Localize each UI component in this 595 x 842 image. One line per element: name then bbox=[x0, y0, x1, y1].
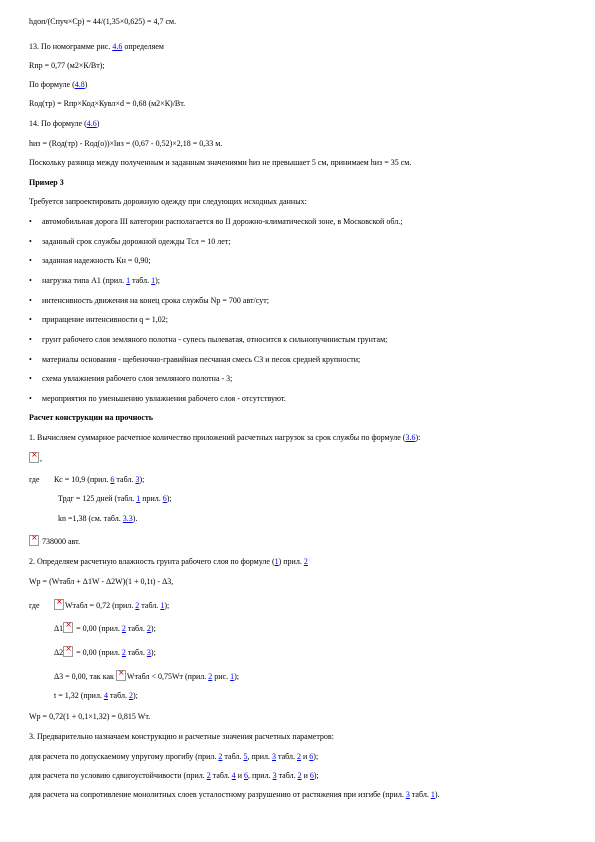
list-item: • схема увлажнения рабочего слоя земляного полотна - 3; bbox=[29, 374, 232, 384]
link-formula[interactable]: 4.6 bbox=[86, 119, 97, 128]
link-pril[interactable]: 3 bbox=[272, 752, 276, 761]
link-pril[interactable]: 3 bbox=[405, 790, 410, 799]
link-tabl[interactable]: 1 bbox=[160, 601, 165, 610]
link-tabl[interactable]: 1 bbox=[136, 494, 141, 503]
paragraph: 1. Вычисляем суммарное расчетное количество приложений расчетных нагрузок за срок службы по формуле (3.6): bbox=[29, 433, 421, 442]
paragraph: 13. По номограмме рис. 4.6 определяем bbox=[29, 42, 164, 51]
image-line: ×, bbox=[29, 452, 42, 462]
section-heading: Пример 3 bbox=[29, 178, 64, 187]
link-pril[interactable]: 1 bbox=[126, 276, 131, 285]
list-item: • заданный срок службы дорожной одежды Тсл = 10 лет; bbox=[29, 237, 231, 247]
link-formula[interactable]: 3.6 bbox=[405, 433, 416, 442]
list-item: • автомобильная дорога III категории располагается во II дорожно-климатической зоне, в Московской обл.; bbox=[29, 217, 402, 227]
formula-line: hдоп/(Спуч×Ср) = 44/(1,35×0,625) = 4,7 см. bbox=[29, 17, 177, 26]
link-tabl[interactable]: 6 bbox=[309, 752, 314, 761]
result-line: × 738000 авт. bbox=[29, 535, 80, 545]
link-pril[interactable]: 2 bbox=[121, 648, 126, 657]
list-item: • заданная надежность Кн = 0,90; bbox=[29, 256, 151, 266]
link-pril[interactable]: 2 bbox=[208, 672, 213, 681]
formula-line: Wp = 0,72(1 + 0,1×1,32) = 0,815 Wт. bbox=[29, 712, 151, 721]
formula-line: t = 1,32 (прил. 4 табл. 2); bbox=[54, 691, 138, 700]
formula-line: kn =1,38 (см. табл. 3.3). bbox=[58, 514, 138, 523]
link-tabl[interactable]: 2 bbox=[297, 752, 302, 761]
paragraph: Поскольку разница между полученным и заданным значениями hиз не превышает 5 см, принимаем hиз = 35 см. bbox=[29, 158, 412, 167]
label-gde: где bbox=[29, 601, 40, 610]
list-item: • грунт рабочего слоя земляного полотна - супесь пылеватая, относится к сильнопучинистым грунтам; bbox=[29, 335, 387, 345]
link-tabl[interactable]: 2 bbox=[297, 771, 302, 780]
formula-line: Δ2× = 0,00 (прил. 2 табл. 3); bbox=[54, 646, 156, 656]
list-item: • материалы основания - щебеночно-гравийная песчаная смесь С3 и песок средней крупности; bbox=[29, 355, 360, 365]
broken-image-icon bbox=[29, 535, 39, 546]
link-tabl[interactable]: 4 bbox=[231, 771, 236, 780]
list-item: • интенсивность движения на конец срока службы Np = 700 авт/сут; bbox=[29, 296, 269, 306]
broken-image-icon bbox=[63, 622, 73, 633]
link-pril[interactable]: 2 bbox=[121, 624, 126, 633]
paragraph: 2. Определяем расчетную влажность грунта рабочего слоя по формуле (1) прил. 2 bbox=[29, 557, 308, 566]
formula-line: Rпр = 0,77 (м2×К/Вт); bbox=[29, 61, 105, 70]
formula-line: hиз = (Rод(тр) - Rод(о))×lиз = (0,67 - 0,52)×2,18 = 0,33 м. bbox=[29, 139, 223, 148]
formula-line: Трдг = 125 дней (табл. 1 прил. 6); bbox=[58, 494, 172, 503]
link-tabl[interactable]: 6 bbox=[244, 771, 249, 780]
link-ris[interactable]: 4.6 bbox=[112, 42, 123, 51]
link-formula[interactable]: 4.8 bbox=[74, 80, 85, 89]
paragraph: 14. По формуле (4.6) bbox=[29, 119, 100, 128]
link-tabl[interactable]: 6 bbox=[309, 771, 314, 780]
broken-image-icon bbox=[54, 599, 64, 610]
paragraph: для расчета на сопротивление монолитных слоев усталостному разрушению от растяжения при изгибе (прил. 3 табл. 1). bbox=[29, 790, 440, 799]
broken-image-icon bbox=[63, 646, 73, 657]
section-heading: Расчет конструкции на прочность bbox=[29, 413, 154, 422]
link-pril[interactable]: 2 bbox=[206, 771, 211, 780]
link-tabl[interactable]: 2 bbox=[146, 624, 151, 633]
link-pril[interactable]: 2 bbox=[218, 752, 223, 761]
link-tabl[interactable]: 3 bbox=[146, 648, 151, 657]
link-formula[interactable]: 1 bbox=[274, 557, 279, 566]
formula-line: × Wтабл = 0,72 (прил. 2 табл. 1); bbox=[54, 599, 169, 609]
link-pril[interactable]: 6 bbox=[162, 494, 167, 503]
link-tabl[interactable]: 3 bbox=[135, 475, 140, 484]
formula-line: Δ3 = 0,00, так как ×Wтабл < 0,75Wт (прил. 2 рис. 1); bbox=[54, 670, 239, 680]
link-pril[interactable]: 3 bbox=[272, 771, 277, 780]
link-pril[interactable]: 2 bbox=[128, 691, 133, 700]
paragraph: для расчета по допускаемому упругому прогибу (прил. 2 табл. 5, прил. 3 табл. 2 и 6); bbox=[29, 752, 319, 761]
list-item: • приращение интенсивности q = 1,02; bbox=[29, 315, 168, 325]
link-tabl[interactable]: 1 bbox=[151, 276, 156, 285]
list-item: • нагрузка типа А1 (прил. 1 табл. 1); bbox=[29, 276, 160, 286]
link-tabl[interactable]: 5 bbox=[243, 752, 248, 761]
link-pril[interactable]: 2 bbox=[303, 557, 308, 566]
list-item: • мероприятия по уменьшению увлажнения рабочего слоя - отсутствуют. bbox=[29, 394, 286, 404]
link-pril[interactable]: 6 bbox=[110, 475, 115, 484]
formula-line: Δ1× = 0,00 (прил. 2 табл. 2); bbox=[54, 622, 156, 632]
link-pril[interactable]: 2 bbox=[135, 601, 140, 610]
formula-line: Rод(тр) = Rпр×Код×Кувл×d = 0,68 (м2×К)/Вт. bbox=[29, 99, 186, 108]
link-ris[interactable]: 1 bbox=[230, 672, 235, 681]
paragraph: для расчета по условию сдвигоустойчивости (прил. 2 табл. 4 и 6, прил. 3 табл. 2 и 6); bbox=[29, 771, 319, 780]
paragraph: 3. Предварительно назначаем конструкцию и расчетные значения расчетных параметров: bbox=[29, 732, 334, 741]
link-tabl[interactable]: 4 bbox=[103, 691, 108, 700]
paragraph: Требуется запроектировать дорожную одежду при следующих исходных данных: bbox=[29, 197, 307, 206]
formula-line: Кс = 10,9 (прил. 6 табл. 3); bbox=[54, 475, 145, 484]
link-tabl[interactable]: 1 bbox=[430, 790, 435, 799]
broken-image-icon bbox=[29, 452, 39, 463]
paragraph: По формуле (4.8) bbox=[29, 80, 88, 89]
link-tabl[interactable]: 3.3 bbox=[122, 514, 133, 523]
formula-line: Wp = (Wтабл + Δ1W - Δ2W)(1 + 0,1t) - Δ3, bbox=[29, 577, 174, 586]
label-gde: где bbox=[29, 475, 40, 484]
broken-image-icon bbox=[116, 670, 126, 681]
